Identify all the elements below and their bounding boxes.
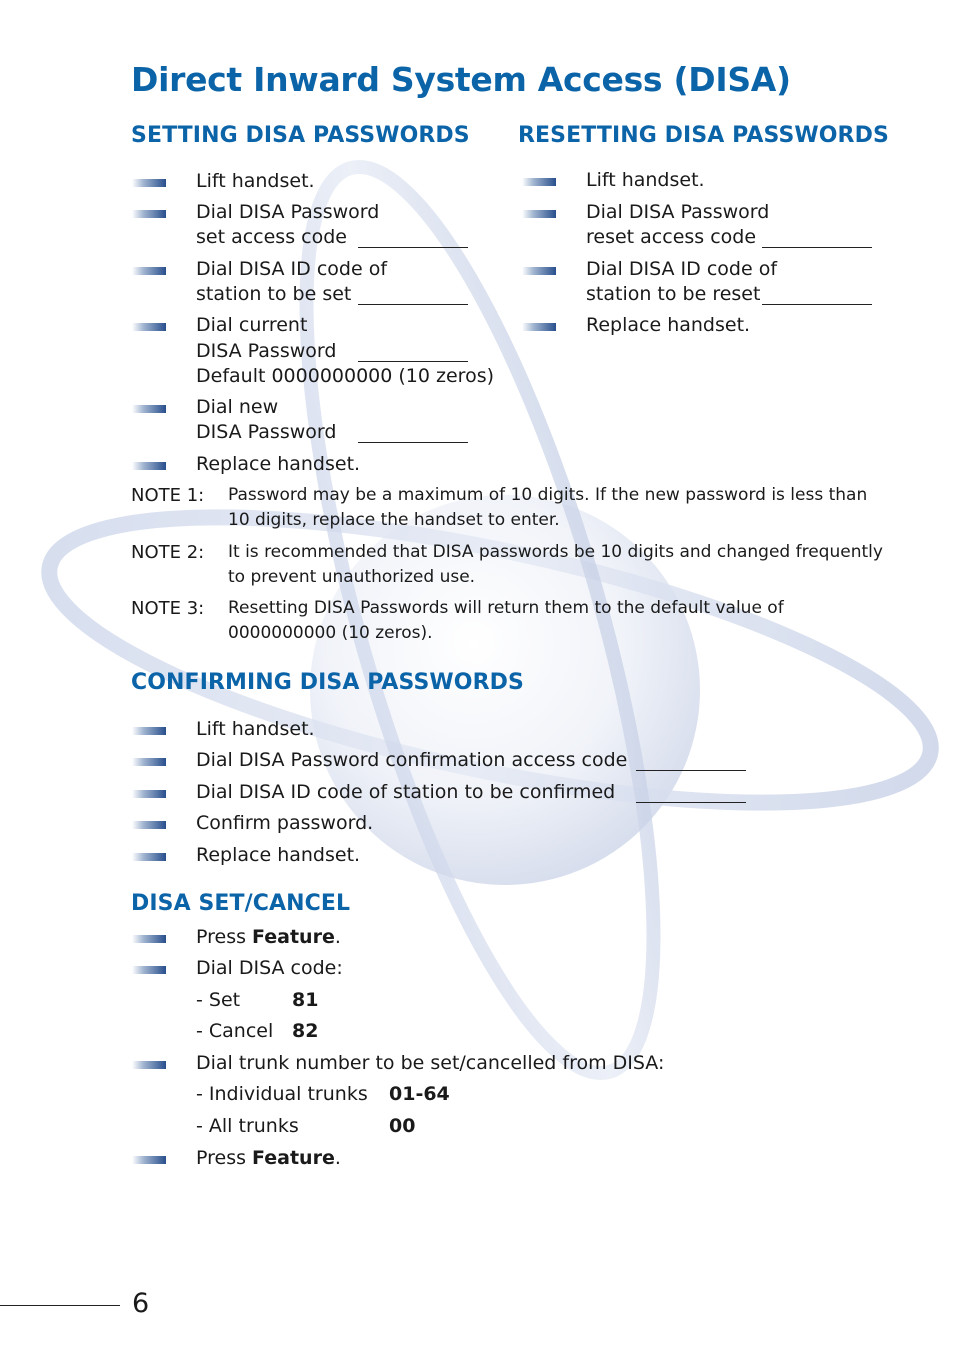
setting-step-2b: set access code <box>196 226 347 248</box>
step-bullet <box>132 462 166 470</box>
individual-trunks-label: - Individual trunks <box>196 1083 368 1105</box>
blank-line <box>636 784 746 803</box>
note-label: NOTE 2: <box>131 542 205 563</box>
cancel-option-label: - Cancel <box>196 1020 274 1042</box>
setcancel-step-dial-code: Dial DISA code: <box>196 957 343 979</box>
resetting-step-3b: station to be reset <box>586 283 761 305</box>
individual-trunks-code: 01-64 <box>389 1083 450 1105</box>
resetting-step-3a: Dial DISA ID code of <box>586 258 778 280</box>
blank-line <box>762 229 872 248</box>
step-bullet <box>132 966 166 974</box>
blank-line <box>762 286 872 305</box>
blank-line <box>358 343 468 362</box>
confirming-step-3: Dial DISA ID code of station to be confirmed <box>196 781 616 803</box>
setting-step-1: Lift handset. <box>196 170 315 192</box>
cancel-option-code: 82 <box>292 1020 319 1042</box>
press-text: Press <box>196 1147 253 1169</box>
setting-step-6: Replace handset. <box>196 453 361 475</box>
setting-step-3b: station to be set <box>196 283 352 305</box>
blank-line <box>636 752 746 771</box>
resetting-step-2a: Dial DISA Password <box>586 201 770 223</box>
footer-rule <box>0 1305 120 1306</box>
step-bullet <box>132 935 166 943</box>
note-text: Password may be a maximum of 10 digits. If the new password is less than 10 digits, replace the handset to enter. <box>228 485 868 530</box>
step-bullet <box>132 853 166 861</box>
setcancel-step-dial-trunk: Dial trunk number to be set/cancelled from DISA: <box>196 1052 665 1074</box>
setcancel-step-press-feature <box>196 925 341 950</box>
step-bullet <box>132 758 166 766</box>
period: . <box>334 926 341 948</box>
blank-line <box>358 424 468 443</box>
setting-step-4a: Dial current <box>196 314 308 336</box>
all-trunks-label: - All trunks <box>196 1115 299 1137</box>
period: . <box>334 1147 341 1169</box>
setting-step-5b: DISA Password <box>196 421 337 443</box>
step-bullet <box>132 267 166 275</box>
confirming-step-1: Lift handset. <box>196 718 315 740</box>
confirming-step-5: Replace handset. <box>196 844 361 866</box>
step-bullet <box>132 323 166 331</box>
setting-step-3a: Dial DISA ID code of <box>196 258 388 280</box>
confirming-step-4: Confirm password. <box>196 812 374 834</box>
page-title: Direct Inward System Access (DISA) <box>131 60 791 99</box>
setting-step-4b: DISA Password <box>196 340 337 362</box>
feature-key-label: Feature <box>252 926 335 948</box>
confirming-heading: CONFIRMING DISA PASSWORDS <box>131 670 524 695</box>
set-option-label: - Set <box>196 989 241 1011</box>
resetting-step-1: Lift handset. <box>586 169 705 191</box>
confirming-step-2: Dial DISA Password confirmation access code <box>196 749 628 771</box>
step-bullet <box>132 1156 166 1164</box>
blank-line <box>358 229 468 248</box>
resetting-step-4: Replace handset. <box>586 314 751 336</box>
setcancel-heading: DISA SET/CANCEL <box>131 891 351 916</box>
note-text: Resetting DISA Passwords will return them to the default value of 0000000000 (10 zeros). <box>228 598 784 643</box>
press-text: Press <box>196 926 253 948</box>
step-bullet <box>132 821 166 829</box>
note-label: NOTE 3: <box>131 598 205 619</box>
step-bullet <box>522 323 556 331</box>
setcancel-step-press-feature-2 <box>196 1146 341 1171</box>
step-bullet <box>522 178 556 186</box>
setting-step-2a: Dial DISA Password <box>196 201 380 223</box>
step-bullet <box>522 210 556 218</box>
setting-step-5a: Dial new <box>196 396 279 418</box>
step-bullet <box>132 1061 166 1069</box>
note-label: NOTE 1: <box>131 485 205 506</box>
note-text: It is recommended that DISA passwords be 10 digits and changed frequently to prevent unauthorized use. <box>228 542 883 587</box>
step-bullet <box>132 790 166 798</box>
resetting-heading: RESETTING DISA PASSWORDS <box>518 123 889 148</box>
all-trunks-code: 00 <box>389 1115 416 1137</box>
step-bullet <box>132 405 166 413</box>
step-bullet <box>132 727 166 735</box>
set-option-code: 81 <box>292 989 319 1011</box>
page-number: 6 <box>132 1288 150 1319</box>
resetting-step-2b: reset access code <box>586 226 757 248</box>
step-bullet <box>132 210 166 218</box>
setting-heading: SETTING DISA PASSWORDS <box>131 123 470 148</box>
step-bullet <box>132 179 166 187</box>
setting-step-4c: Default 0000000000 (10 zeros) <box>196 365 495 387</box>
step-bullet <box>522 267 556 275</box>
blank-line <box>358 286 468 305</box>
feature-key-label: Feature <box>252 1147 335 1169</box>
